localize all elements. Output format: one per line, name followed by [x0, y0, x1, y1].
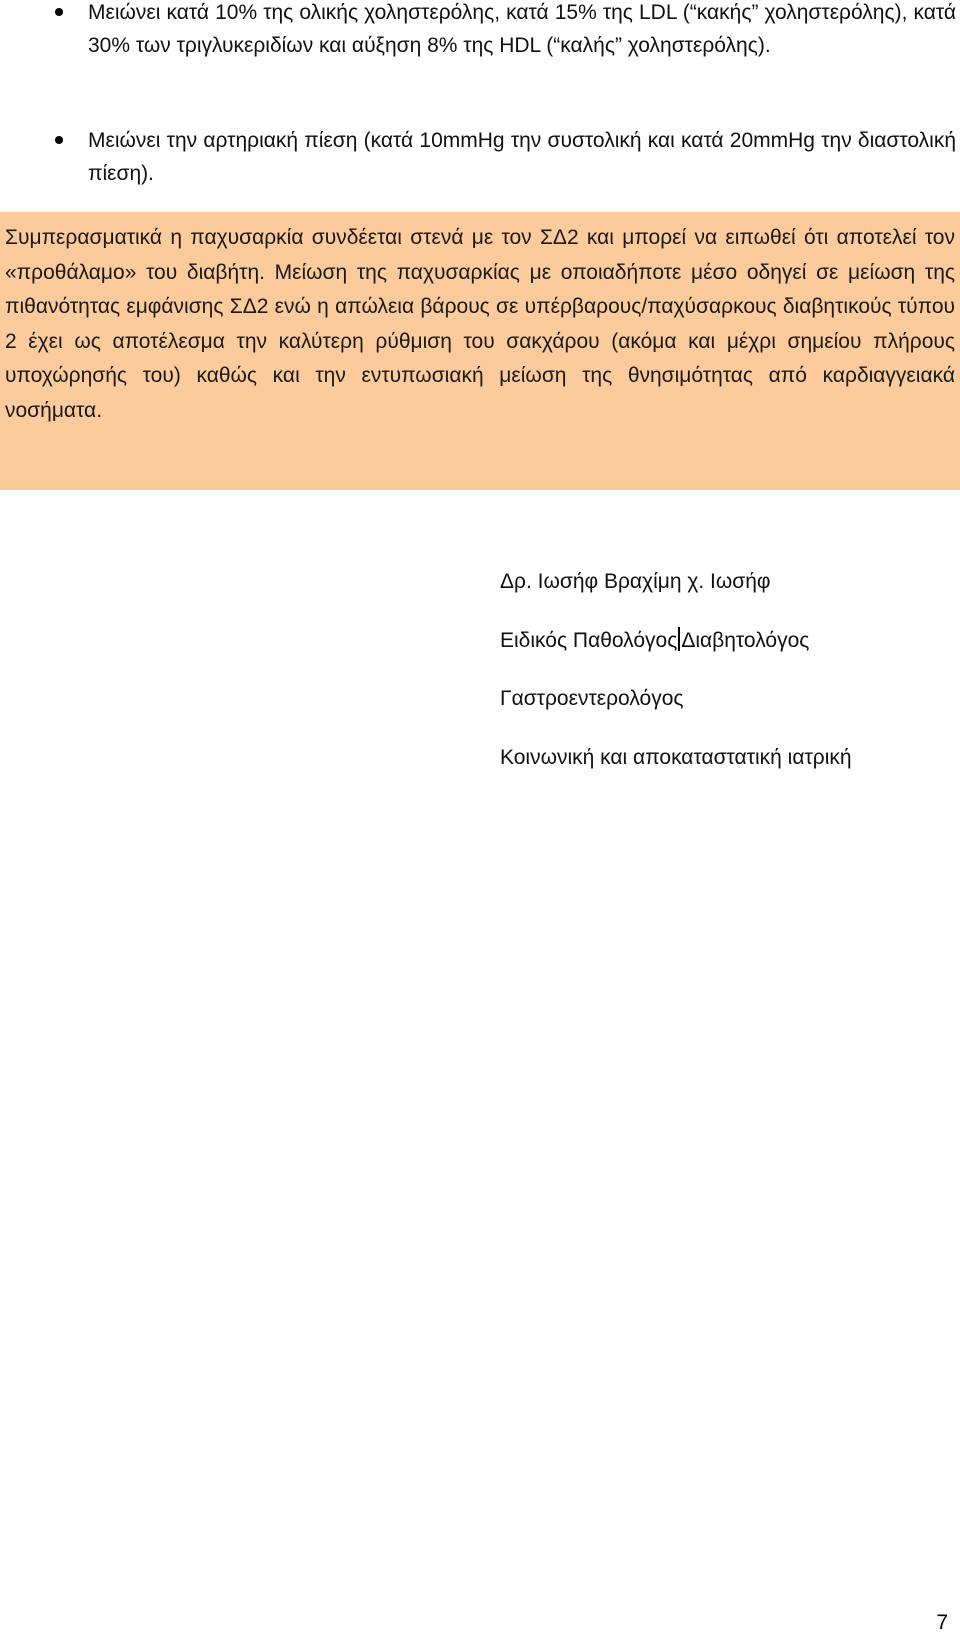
- author-specialty-gastro: Γαστροεντερολόγος: [500, 687, 684, 710]
- conclusion-paragraph: Συμπερασματικά η παχυσαρκία συνδέεται στενά με τον ΣΔ2 και μπορεί να ειπωθεί ότι αποτελεί τον «προθάλαμο» του διαβήτη. Μείωση της παχυσαρκίας με οποιαδήποτε μέσο οδηγεί σε μείωση της πιθανότητας εμφάνισης ΣΔ2 ενώ η απώλεια βάρους σε υπέρβαρους/παχύσαρκους διαβητικούς τύπου 2 έχει ως αποτέλεσμα την καλύτερη ρύθμιση του σακχάρου (ακόμα και μέχρι σημείου πλήρους υποχώρησής του) καθώς και την εντυπωσιακή μείωση της θνησιμότητας από καρδιαγγειακά νοσήματα.: [5, 226, 955, 422]
- bullet-text: Μειώνει την αρτηριακή πίεση (κατά 10mmHg την συστολική και κατά 20mmHg την διαστολική πίεση).: [88, 129, 956, 185]
- bullet-icon: [55, 136, 63, 144]
- author-specialty: [500, 627, 940, 686]
- page-number: 7: [936, 1611, 948, 1634]
- conclusion-highlight: [0, 212, 960, 490]
- specialty-pathologist: Ειδικός Παθολόγος: [500, 628, 678, 652]
- author-specialty-rehab: Κοινωνική και αποκαταστατική ιατρική: [500, 745, 852, 769]
- bullet-icon: [55, 8, 63, 16]
- author-name: Δρ. Ιωσήφ Βραχίμη χ. Ιωσήφ: [500, 570, 771, 593]
- bullet-text: Μειώνει κατά 10% της ολικής χοληστερόλης, κατά 15% της LDL (“κακής” χοληστερόλης), κατά 30% των τριγλυκεριδίων και αύξηση 8% της HDL (“καλής” χοληστερόλης).: [88, 1, 956, 57]
- specialty-diabetologist: Διαβητολόγος: [681, 628, 810, 652]
- signature-block: [500, 568, 940, 802]
